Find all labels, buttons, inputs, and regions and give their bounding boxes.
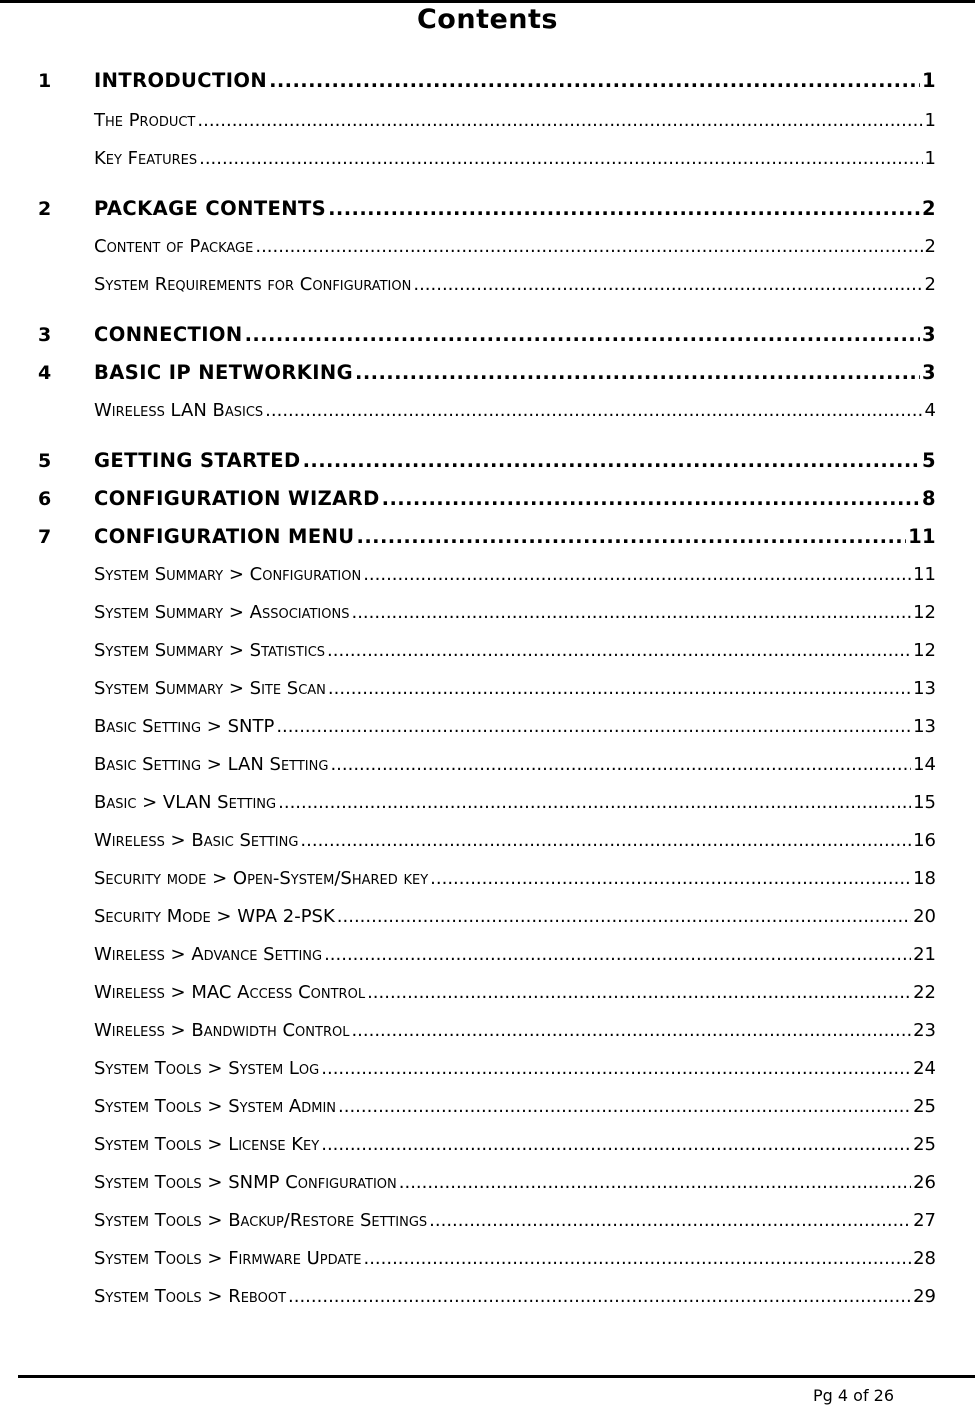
toc-chapter-number: 4: [38, 362, 52, 384]
toc-leader-dots: [269, 68, 920, 94]
toc-chapter-entry[interactable]: [0, 196, 975, 222]
toc-leader-dots: [321, 1056, 911, 1082]
toc-entry-title: System Summary > Associations: [94, 602, 350, 623]
toc-entry-title: INTRODUCTION: [94, 69, 268, 92]
toc-leader-dots: [328, 676, 911, 702]
toc-entry-title: PACKAGE CONTENTS: [94, 197, 327, 220]
toc-entry-title: Key Features: [94, 148, 198, 169]
toc-leader-dots: [278, 790, 911, 816]
toc-chapter-number: 7: [38, 526, 52, 548]
toc-entry-title: Basic Setting > LAN Setting: [94, 754, 329, 775]
toc-section-entry[interactable]: [0, 398, 975, 424]
toc-entry-title: BASIC IP NETWORKING: [94, 361, 354, 384]
toc-section-entry[interactable]: [0, 1094, 975, 1120]
toc-chapter-number: 1: [38, 70, 52, 92]
toc-page-number: 2: [924, 274, 936, 295]
toc-page-number: 22: [913, 982, 936, 1003]
toc-entry-title: Basic Setting > SNTP: [94, 716, 275, 737]
toc-page-number: 15: [913, 792, 936, 813]
toc-page-number: 1: [924, 148, 936, 169]
toc-page-number: 3: [922, 323, 936, 346]
toc-entry-title: System Tools > Backup/Restore Settings: [94, 1210, 428, 1231]
toc-entry-title: Security Mode > WPA 2-PSK: [94, 906, 335, 927]
toc-page-number: 18: [913, 868, 936, 889]
toc-entry-title: System Requirements for Configuration: [94, 274, 412, 295]
toc-leader-dots: [355, 360, 920, 386]
toc-leader-dots: [338, 1094, 911, 1120]
toc-section-entry[interactable]: [0, 638, 975, 664]
toc-leader-dots: [328, 196, 920, 222]
toc-page-number: 12: [913, 640, 936, 661]
toc-page-number: 29: [913, 1286, 936, 1307]
toc-leader-dots: [324, 942, 911, 968]
toc-leader-dots: [330, 752, 911, 778]
toc-page-number: 14: [913, 754, 936, 775]
toc-chapter-entry[interactable]: [0, 448, 975, 474]
toc-page-number: 1: [924, 110, 936, 131]
toc-page-number: 4: [924, 400, 936, 421]
toc-page-number: 24: [913, 1058, 936, 1079]
toc-entry-title: Wireless > Basic Setting: [94, 830, 299, 851]
toc-chapter-number: 5: [38, 450, 52, 472]
toc-section-entry[interactable]: [0, 790, 975, 816]
toc-entry-title: Basic > VLAN Setting: [94, 792, 277, 813]
toc-entry-title: Wireless > MAC Access Control: [94, 982, 366, 1003]
toc-section-entry[interactable]: [0, 272, 975, 298]
toc-section-entry[interactable]: [0, 904, 975, 930]
toc-leader-dots: [321, 1132, 911, 1158]
toc-page-number: 2: [924, 236, 936, 257]
bottom-rule: [18, 1375, 975, 1378]
toc-leader-dots: [363, 1246, 911, 1272]
toc-leader-dots: [265, 398, 922, 424]
toc-page-number: 16: [913, 830, 936, 851]
toc-section-entry[interactable]: [0, 714, 975, 740]
toc-page-number: 21: [913, 944, 936, 965]
toc-section-entry[interactable]: [0, 980, 975, 1006]
toc-page-number: 28: [913, 1248, 936, 1269]
toc-entry-title: System Tools > SNMP Configuration: [94, 1172, 397, 1193]
toc-section-entry[interactable]: [0, 752, 975, 778]
toc-section-entry[interactable]: [0, 828, 975, 854]
toc-section-entry[interactable]: [0, 1170, 975, 1196]
toc-page-number: 25: [913, 1096, 936, 1117]
toc-leader-dots: [199, 146, 922, 172]
toc-leader-dots: [197, 108, 922, 134]
toc-page-number: 13: [913, 716, 936, 737]
toc-section-entry[interactable]: [0, 1056, 975, 1082]
toc-section-entry[interactable]: [0, 562, 975, 588]
toc-entry-title: Wireless > Bandwidth Control: [94, 1020, 350, 1041]
toc-entry-title: Content of Package: [94, 236, 254, 257]
toc-page-number: 26: [913, 1172, 936, 1193]
toc-entry-title: Security mode > Open-System/Shared key: [94, 868, 429, 889]
toc-leader-dots: [327, 638, 911, 664]
toc-page-number: 20: [913, 906, 936, 927]
toc-entry-title: System Tools > System Log: [94, 1058, 320, 1079]
toc-page-number: 23: [913, 1020, 936, 1041]
toc-chapter-entry[interactable]: [0, 524, 975, 550]
toc-page-number: 11: [908, 525, 936, 548]
toc-leader-dots: [288, 1284, 911, 1310]
page-title: Contents: [416, 4, 558, 35]
toc-chapter-entry[interactable]: [0, 68, 975, 94]
toc-page-number: 2: [922, 197, 936, 220]
toc-section-entry[interactable]: [0, 600, 975, 626]
toc-section-entry[interactable]: [0, 108, 975, 134]
toc-entry-title: System Tools > Firmware Update: [94, 1248, 362, 1269]
toc-section-entry[interactable]: [0, 942, 975, 968]
toc-page-number: 11: [913, 564, 936, 585]
toc-leader-dots: [357, 524, 907, 550]
toc-section-entry[interactable]: [0, 1284, 975, 1310]
toc-entry-title: System Tools > License Key: [94, 1134, 320, 1155]
toc-chapter-number: 3: [38, 324, 52, 346]
toc-page-number: 25: [913, 1134, 936, 1155]
toc-leader-dots: [430, 866, 911, 892]
toc-chapter-number: 6: [38, 488, 52, 510]
toc-page-number: 27: [913, 1210, 936, 1231]
toc-entry-title: GETTING STARTED: [94, 449, 301, 472]
toc-chapter-entry[interactable]: [0, 486, 975, 512]
toc-leader-dots: [245, 322, 920, 348]
toc-page-number: 12: [913, 602, 936, 623]
toc-leader-dots: [351, 1018, 911, 1044]
toc-leader-dots: [382, 486, 920, 512]
toc-leader-dots: [399, 1170, 911, 1196]
toc-chapter-entry[interactable]: [0, 360, 975, 386]
toc-entry-title: System Tools > System Admin: [94, 1096, 337, 1117]
toc-leader-dots: [351, 600, 911, 626]
toc-leader-dots: [429, 1208, 911, 1234]
toc-page-number: 1: [922, 69, 936, 92]
toc-section-entry[interactable]: [0, 1132, 975, 1158]
toc-entry-title: Wireless LAN Basics: [94, 400, 264, 421]
toc-leader-dots: [276, 714, 911, 740]
toc-entry-title: CONFIGURATION MENU: [94, 525, 355, 548]
toc-leader-dots: [363, 562, 911, 588]
toc-page-number: 3: [922, 361, 936, 384]
toc-entry-title: The Product: [94, 110, 196, 131]
toc-entry-title: CONNECTION: [94, 323, 243, 346]
toc-entry-title: Wireless > Advance Setting: [94, 944, 323, 965]
toc-entry-title: System Summary > Statistics: [94, 640, 326, 661]
toc-section-entry[interactable]: [0, 1246, 975, 1272]
toc-leader-dots: [413, 272, 922, 298]
toc-leader-dots: [337, 904, 911, 930]
toc-page-number: 13: [913, 678, 936, 699]
toc-entry-title: System Summary > Configuration: [94, 564, 362, 585]
toc-page-number: 5: [922, 449, 936, 472]
toc-section-entry[interactable]: [0, 866, 975, 892]
toc-leader-dots: [255, 234, 922, 260]
toc-section-entry[interactable]: [0, 146, 975, 172]
page-number: Pg 4 of 26: [813, 1386, 895, 1405]
toc-entry-title: System Tools > Reboot: [94, 1286, 287, 1307]
toc-leader-dots: [367, 980, 911, 1006]
toc-entry-title: System Summary > Site Scan: [94, 678, 326, 699]
toc-section-entry[interactable]: [0, 676, 975, 702]
toc-section-entry[interactable]: [0, 234, 975, 260]
toc-section-entry[interactable]: [0, 1018, 975, 1044]
toc-leader-dots: [303, 448, 920, 474]
toc-section-entry[interactable]: [0, 1208, 975, 1234]
toc-leader-dots: [300, 828, 911, 854]
toc-entry-title: CONFIGURATION WIZARD: [94, 487, 380, 510]
toc-chapter-entry[interactable]: [0, 322, 975, 348]
toc-page-number: 8: [922, 487, 936, 510]
toc-chapter-number: 2: [38, 198, 52, 220]
